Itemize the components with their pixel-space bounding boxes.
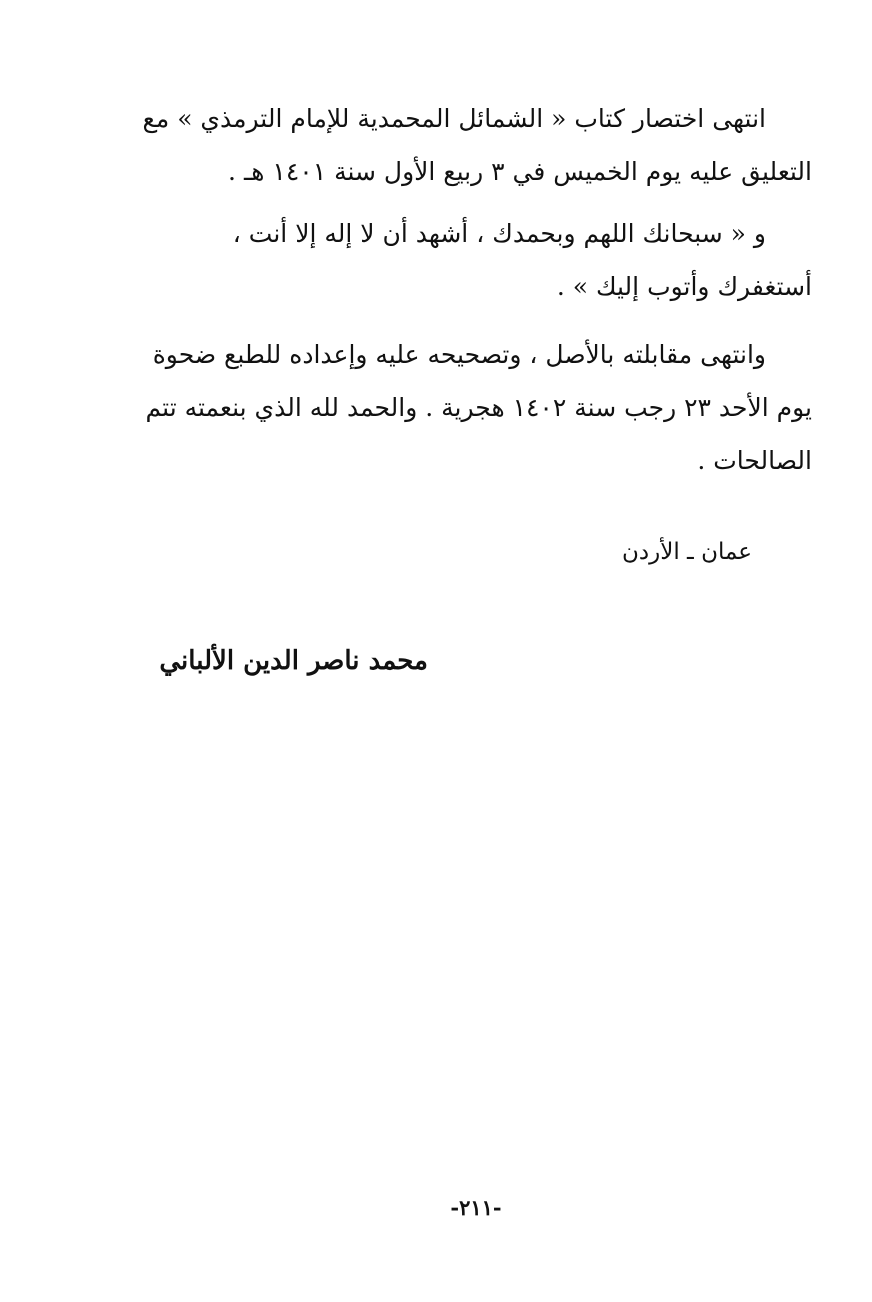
- place-line: عمان ـ الأردن: [621, 539, 752, 565]
- paragraph-line: التعليق عليه يوم الخميس في ٣ ربيع الأول سنة ١٤٠١ هـ .: [228, 157, 812, 186]
- paragraph-line: وانتهى مقابلته بالأصل ، وتصحيحه عليه وإعداده للطبع ضحوة: [152, 340, 766, 369]
- paragraph-line: أستغفرك وأتوب إليك » .: [556, 272, 812, 301]
- paragraph-line: يوم الأحد ٢٣ رجب سنة ١٤٠٢ هجرية . والحمد لله الذي بنعمته تتم: [145, 393, 812, 422]
- paragraph-line: انتهى اختصار كتاب « الشمائل المحمدية للإمام الترمذي » مع: [142, 104, 766, 133]
- closing-paragraph-supplication: [108, 207, 812, 313]
- closing-paragraph-revision: [108, 328, 812, 487]
- page-number: -٢١١-: [450, 1195, 502, 1220]
- author-signature: محمد ناصر الدين الألباني: [159, 646, 428, 676]
- paragraph-line: و « سبحانك اللهم وبحمدك ، أشهد أن لا إله إلا أنت ،: [232, 219, 766, 248]
- paragraph-line: الصالحات .: [697, 446, 812, 475]
- closing-paragraph-completion: [108, 92, 812, 198]
